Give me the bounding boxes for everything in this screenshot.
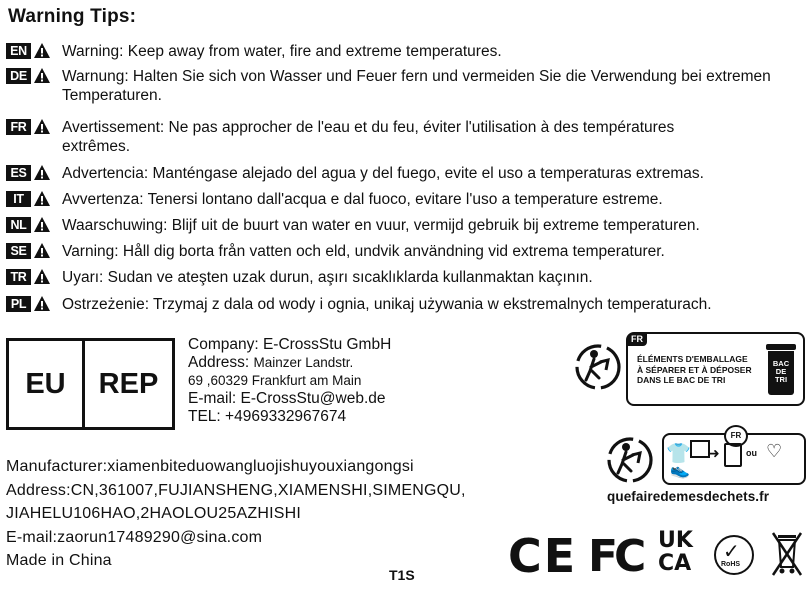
warning-row	[6, 67, 802, 105]
crossed-bin-icon	[770, 529, 804, 579]
fr-circle-tag: FR	[724, 425, 748, 447]
warning-row	[6, 295, 802, 314]
company-tel: TEL: +4969332967674	[188, 408, 347, 425]
warning-row	[6, 216, 802, 235]
shoe-icon: 👟	[670, 462, 690, 479]
company-email: E-mail: E-CrossStu@web.de	[188, 390, 386, 407]
warning-text-line: Waarschuwing: Blijf uit de buurt van water en vuur, vermijd gebruik bij extreme temperaturen.	[62, 217, 700, 234]
warning-text	[62, 42, 802, 61]
warning-text-line: Advertencia: Manténgase alejado del agua y del fuego, evite el uso a temperaturas extremas.	[62, 165, 704, 182]
triman-text-line3: DANS LE BAC DE TRI	[637, 375, 726, 385]
bin-text-1: BAC	[772, 359, 790, 368]
warning-tips-heading: Warning Tips:	[8, 6, 137, 27]
warning-row	[6, 164, 802, 183]
rohs-mark	[714, 535, 754, 575]
warning-triangle-icon	[33, 42, 51, 61]
warning-text-line: Uyarı: Sudan ve ateşten uzak durun, aşırı sıcaklıklarda kullanmaktan kaçının.	[62, 269, 593, 286]
bin-text-3: TRI	[774, 375, 788, 384]
warning-text-line: Varning: Håll dig borta från vatten och eld, undvik användning vid extrema temperaturer.	[62, 243, 665, 260]
clothing-icon: 👕	[666, 443, 691, 465]
warning-text	[62, 164, 802, 183]
company-name: Company: E-CrossStu GmbH	[188, 336, 392, 353]
warning-text-line: Warnung: Halten Sie sich von Wasser und Feuer fern und vermeiden Sie die Verwendung bei extremen	[62, 68, 771, 85]
warning-text	[62, 216, 802, 235]
warning-triangle-icon	[33, 295, 51, 314]
eu-rep-box	[6, 338, 175, 430]
warning-text-line: Temperaturen.	[62, 87, 162, 104]
triman-text-line2: À SÉPARER ET À DÉPOSER	[637, 364, 752, 375]
warning-triangle-icon	[33, 268, 51, 287]
ukca-mark	[658, 529, 693, 575]
warning-row	[6, 268, 802, 287]
recycling-bin-icon	[764, 344, 798, 396]
language-badge: TR	[6, 269, 31, 285]
language-badge: ES	[6, 165, 31, 181]
warning-triangle-icon	[33, 190, 51, 209]
triman-sorting-label	[574, 332, 806, 410]
warning-triangle-icon	[33, 67, 51, 105]
manufacturer-address-2: JIAHELU106HAO,2HAOLOU25AZHISHI	[6, 505, 301, 522]
triman-icon-2	[605, 433, 655, 485]
rohs-label: RoHS	[721, 561, 741, 568]
manufacturer-info	[6, 455, 466, 573]
rep-label: REP	[98, 367, 159, 400]
linen-icon	[690, 440, 710, 458]
warning-text	[62, 268, 802, 287]
language-badge: EN	[6, 43, 31, 59]
warning-text	[62, 67, 802, 105]
warning-text-line: Avertissement: Ne pas approcher de l'eau et du feu, éviter l'utilisation à des températures	[62, 119, 675, 136]
warning-text-line: extrêmes.	[62, 138, 131, 155]
warning-row	[6, 42, 802, 61]
warning-text	[62, 190, 802, 209]
bin-text-2: DE	[775, 367, 787, 376]
fcc-mark: FC	[588, 531, 643, 582]
warning-triangle-icon	[33, 216, 51, 235]
ce-mark: CE	[508, 529, 578, 583]
company-address	[188, 354, 391, 372]
fr-tag: FR	[627, 333, 647, 346]
certification-marks	[508, 527, 807, 587]
donate-heart-icon: ♡	[766, 441, 783, 461]
language-badge: SE	[6, 243, 31, 259]
model-number: T1S	[389, 567, 415, 583]
language-badge: IT	[6, 191, 31, 207]
language-badge: PL	[6, 296, 31, 312]
warning-text	[62, 242, 802, 261]
language-badge: DE	[6, 68, 31, 84]
warning-row	[6, 118, 802, 156]
ukca-bottom: CA	[658, 551, 692, 576]
ou-label: ou	[746, 448, 757, 458]
triman-text	[637, 354, 752, 386]
language-badge: NL	[6, 217, 31, 233]
warning-text-line: Avvertenza: Tenersi lontano dall'acqua e dal fuoco, evitare l'uso a temperature estreme.	[62, 191, 663, 208]
company-info	[188, 336, 391, 426]
triman-text-line1: ÉLÉMENTS D'EMBALLAGE	[637, 354, 748, 364]
quefaire-url: quefairedemesdechets.fr	[607, 489, 770, 504]
company-city: 69 ,60329 Frankfurt am Main	[188, 373, 362, 388]
warning-row	[6, 190, 802, 209]
address-street: Mainzer Landstr.	[253, 355, 354, 370]
manufacturer-address-1: Address:CN,361007,FUJIANSHENG,XIAMENSHI,SIMENGQU,	[6, 481, 466, 499]
eu-label: EU	[9, 341, 85, 427]
warning-text-line: Warning: Keep away from water, fire and extreme temperatures.	[62, 43, 502, 60]
made-in: Made in China	[6, 552, 112, 569]
container-icon	[724, 443, 742, 467]
warning-text	[62, 295, 802, 314]
warning-text-line: Ostrzeżenie: Trzymaj z dala od wody i ognia, unikaj używania w ekstremalnych temperaturach.	[62, 296, 712, 313]
manufacturer-email: E-mail:zaorun17489290@sina.com	[6, 528, 263, 546]
warning-triangle-icon	[33, 118, 51, 156]
warning-triangle-icon	[33, 164, 51, 183]
warning-triangle-icon	[33, 242, 51, 261]
check-icon: ✓	[723, 541, 740, 563]
triman-icon	[574, 340, 622, 392]
language-badge: FR	[6, 119, 31, 135]
arrow-icon: ➜	[708, 445, 720, 461]
address-label: Address:	[188, 354, 254, 371]
warning-row	[6, 242, 802, 261]
manufacturer-name: Manufacturer:xiamenbiteduowangluojishuyouxiangongsi	[6, 458, 414, 475]
warning-text	[62, 118, 802, 156]
ukca-top: UK	[658, 528, 693, 553]
